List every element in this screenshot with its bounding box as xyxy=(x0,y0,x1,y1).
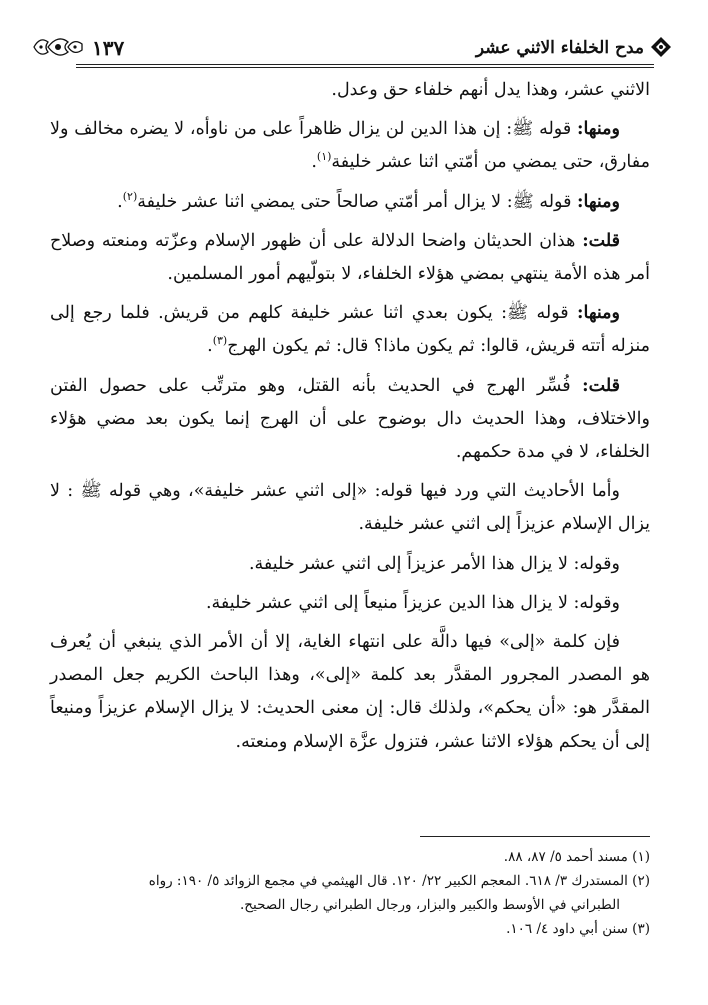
paragraph: ومنها: قوله ﷺ: إن هذا الدين لن يزال ظاهراً على من ناوأه، لا يضره مخالف ولا مفارق، حتى يمضي من أمّتي اثنا عشر خليفة$^{(١)}$. xyxy=(50,119,650,173)
footnote-continuation: الطبراني في الأوسط والكبير والبزار، ورجال الطبراني رجال الصحيح. xyxy=(240,897,620,913)
paragraph-label: ومنها: xyxy=(577,303,620,324)
footnote-ref: (٣) xyxy=(212,334,228,348)
paragraph: ومنها: قوله ﷺ: يكون بعدي اثنا عشر خليفة كلهم من قريش. فلما رجع إلى منزله أتته قريش، قالوا: ثم يكون ماذا؟ قال: ثم يكون الهرج$^{(٣)}$. xyxy=(50,303,650,357)
footnote-ref: (٢) xyxy=(122,189,138,203)
footnotes xyxy=(50,846,650,942)
body-text xyxy=(50,74,650,765)
paragraph: الاثني عشر، وهذا يدل أنهم خلفاء حق وعدل. xyxy=(331,80,650,100)
footnote: (٣) سنن أبي داود ٤/ ١٠٦. xyxy=(506,921,650,937)
paragraph-label: قلت: xyxy=(582,230,620,251)
footnote: (٢) المستدرك ٣/ ٦١٨. المعجم الكبير ٢٢/ ١٢٠. قال الهيثمي في مجمع الزوائد ٥/ ١٩٠: رواه xyxy=(148,873,650,889)
footnote: (١) مسند أحمد ٥/ ٨٧، ٨٨. xyxy=(503,849,650,865)
header-rule-thin xyxy=(76,67,654,68)
paragraph: وقوله: لا يزال هذا الدين عزيزاً منيعاً إلى اثني عشر خليفة. xyxy=(205,592,620,613)
paragraph: وأما الأحاديث التي ورد فيها قوله: «إلى اثني عشر خليفة»، وهي قوله ﷺ : لا يزال الإسلام عزيزاً إلى اثني عشر خليفة. xyxy=(50,481,650,535)
paragraph: قلت: هذان الحديثان واضحا الدلالة على أن ظهور الإسلام وعزّته ومنعته وصلاح أمر هذه الأمة ينتهي بمضي هؤلاء الخلفاء، لا بتولّيهم أمور المسلمين. xyxy=(50,230,650,285)
floral-ornament-icon xyxy=(32,32,84,62)
running-title: مدح الخلفاء الاثني عشر xyxy=(475,38,644,58)
paragraph: قلت: فُسِّر الهرج في الحديث بأنه القتل، وهو مترتِّب على حصول الفتن والاختلاف، وهذا الحديث دال بوضوح على أن الهرج إنما يكون بعد مضي هؤلاء الخلفاء، لا في مدة حكمهم. xyxy=(50,375,650,463)
paragraph: وقوله: لا يزال هذا الأمر عزيزاً إلى اثني عشر خليفة. xyxy=(248,553,620,574)
paragraph-label: قلت: xyxy=(582,375,620,396)
paragraph: فإن كلمة «إلى» فيها دالَّة على انتهاء الغاية، إلا أن الأمر الذي ينبغي أن يُعرف هو المصدر المجرور المقدَّر بعد كلمة «إلى»، وهذا الباحث الكريم جعل المصدر المقدَّر هو: «أن يحكم»، ولذلك قال: إن معنى الحديث: لا يزال الإسلام عزيزاً ومنيعاً إلى أن يحكم هؤلاء الاثنا عشر، فتزول عزَّة الإسلام ومنعته. xyxy=(50,632,650,752)
diamond-ornament-icon xyxy=(650,36,672,58)
page-header xyxy=(40,32,668,66)
page-number: ١٣٧ xyxy=(92,36,125,60)
paragraph: ومنها: قوله ﷺ: لا يزال أمر أمّتي صالحاً حتى يمضي اثنا عشر خليفة$^{(٢)}$. xyxy=(117,189,620,212)
paragraph-label: ومنها: xyxy=(577,191,620,212)
footnote-rule xyxy=(420,836,650,837)
paragraph-label: ومنها: xyxy=(577,119,620,140)
header-rule xyxy=(76,64,654,65)
footnote-ref: (١) xyxy=(316,150,332,164)
